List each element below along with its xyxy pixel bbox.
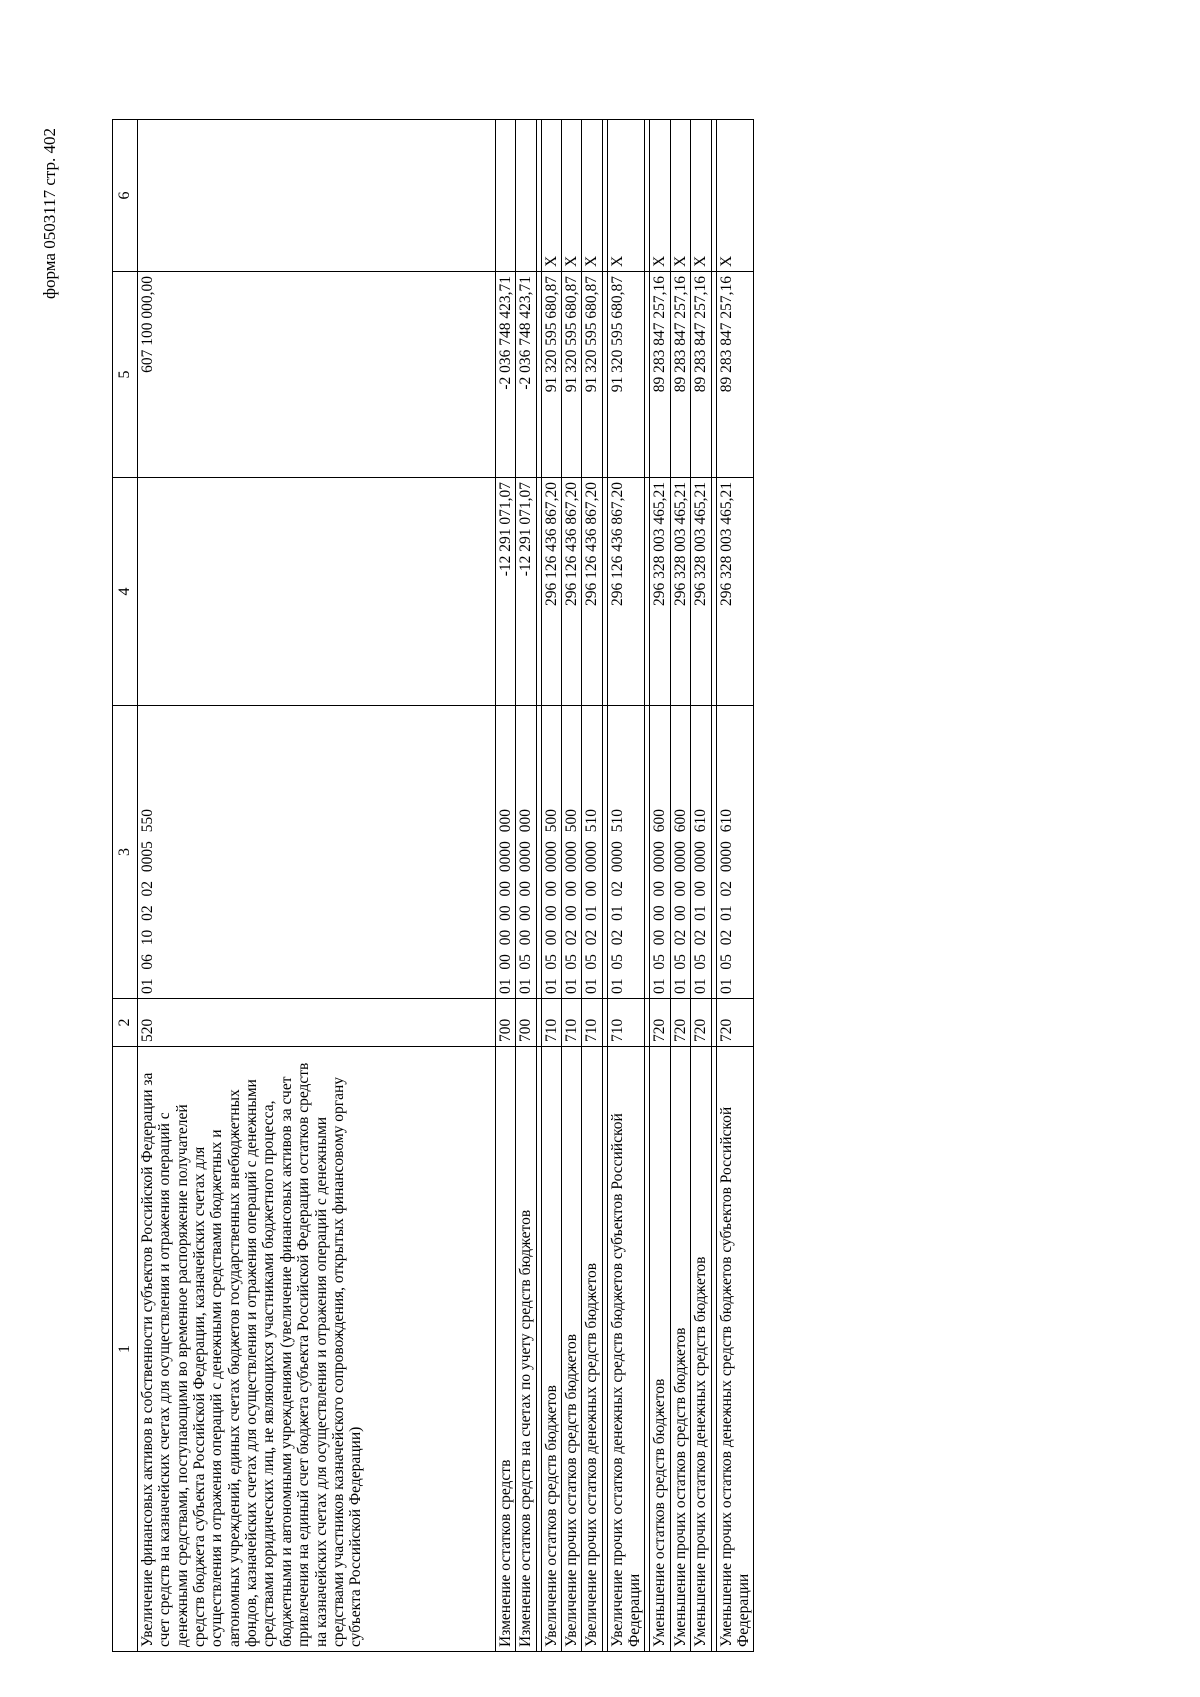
row-col5-value: 607 100 000,00 <box>137 272 495 478</box>
row-line-code: 710 <box>582 999 602 1047</box>
row-col6-value: X <box>650 120 670 272</box>
table-row <box>650 120 670 1652</box>
table-row <box>582 120 602 1652</box>
table-row <box>607 120 645 1652</box>
row-name: Увеличение остатков средств бюджетов <box>541 1047 561 1652</box>
row-col5-value: -2 036 748 423,71 <box>495 272 515 478</box>
column-header-5: 5 <box>113 272 138 478</box>
table-row <box>716 120 754 1652</box>
table-row <box>670 120 690 1652</box>
row-line-code: 710 <box>541 999 561 1047</box>
form-reference: форма 0503117 стр. 402 <box>40 128 59 299</box>
row-col6-value: X <box>582 120 602 272</box>
row-col5-value: 89 283 847 257,16 <box>691 272 711 478</box>
row-budget-code: 01 05 00 00 00 0000 600 <box>650 706 670 999</box>
row-budget-code: 01 05 02 01 00 0000 610 <box>691 706 711 999</box>
row-line-code: 700 <box>516 999 536 1047</box>
row-col5-value: 91 320 595 680,87 <box>541 272 561 478</box>
row-col5-value: 89 283 847 257,16 <box>716 272 754 478</box>
row-col4-value: 296 126 436 867,20 <box>541 478 561 706</box>
row-name: Увеличение прочих остатков средств бюджетов <box>561 1047 581 1652</box>
row-line-code: 520 <box>137 999 495 1047</box>
row-line-code: 700 <box>495 999 515 1047</box>
row-col6-value: X <box>691 120 711 272</box>
row-name: Уменьшение прочих остатков денежных средств бюджетов <box>691 1047 711 1652</box>
row-budget-code: 01 05 02 00 00 0000 600 <box>670 706 690 999</box>
row-col4-value: -12 291 071,07 <box>516 478 536 706</box>
row-col4-value <box>137 478 495 706</box>
row-col5-value: 89 283 847 257,16 <box>670 272 690 478</box>
row-name: Увеличение прочих остатков денежных средств бюджетов <box>582 1047 602 1652</box>
table-row <box>137 120 495 1652</box>
row-col4-value: 296 328 003 465,21 <box>670 478 690 706</box>
row-col6-value: X <box>561 120 581 272</box>
column-header-3: 3 <box>113 706 138 999</box>
row-col4-value: 296 328 003 465,21 <box>650 478 670 706</box>
row-col4-value: 296 328 003 465,21 <box>716 478 754 706</box>
row-col5-value: 91 320 595 680,87 <box>607 272 645 478</box>
row-line-code: 710 <box>607 999 645 1047</box>
row-col6-value: X <box>541 120 561 272</box>
column-header-1: 1 <box>113 1047 138 1652</box>
row-name: Изменение остатков средств <box>495 1047 515 1652</box>
row-col5-value: -2 036 748 423,71 <box>516 272 536 478</box>
row-name: Увеличение прочих остатков денежных средств бюджетов субъектов Российской Федерации <box>607 1047 645 1652</box>
row-line-code: 720 <box>716 999 754 1047</box>
row-name: Уменьшение прочих остатков денежных средств бюджетов субъектов Российской Федерации <box>716 1047 754 1652</box>
row-line-code: 710 <box>561 999 581 1047</box>
row-col4-value: 296 126 436 867,20 <box>582 478 602 706</box>
row-col6-value: X <box>607 120 645 272</box>
table-row <box>691 120 711 1652</box>
row-line-code: 720 <box>691 999 711 1047</box>
column-header-2: 2 <box>113 999 138 1047</box>
row-budget-code: 01 06 10 02 02 0005 550 <box>137 706 495 999</box>
row-budget-code: 01 00 00 00 00 0000 000 <box>495 706 515 999</box>
row-budget-code: 01 05 02 01 02 0000 610 <box>716 706 754 999</box>
table-row <box>561 120 581 1652</box>
row-budget-code: 01 05 02 01 00 0000 510 <box>582 706 602 999</box>
row-budget-code: 01 05 00 00 00 0000 500 <box>541 706 561 999</box>
report-table <box>112 119 754 1652</box>
row-col5-value: 91 320 595 680,87 <box>561 272 581 478</box>
row-name: Увеличение финансовых активов в собственности субъектов Российской Федерации за счет средств на казначейских счетах для осуществления и отражения операций с денежными средствами, поступающими во временное распоряжение получателей средств бюджета субъекта Российской Федерации, казначейских счетах для осуществления и отражения операций с денежными средствами бюджетных и автономных учреждений, единых счетах бюджетов государственных внебюджетных фондов, казначейских счетах для осуществления и отражения операций с денежными средствами юридических лиц, не являющихся участниками бюджетного процесса, бюджетными и автономными учреждениями (увеличение финансовых активов за счет привлечения на единый счет бюджета субъекта Российской Федерации остатков средств на казначейских счетах для осуществления и отражения операций с денежными средствами участников казначейского сопровождения, открытых финансовому органу субъекта Российской Федерации) <box>137 1047 495 1652</box>
table-row <box>495 120 515 1652</box>
table-row <box>541 120 561 1652</box>
row-col6-value <box>137 120 495 272</box>
table-row <box>516 120 536 1652</box>
row-col4-value: 296 126 436 867,20 <box>561 478 581 706</box>
row-name: Уменьшение прочих остатков средств бюджетов <box>670 1047 690 1652</box>
row-col6-value <box>495 120 515 272</box>
row-name: Уменьшение остатков средств бюджетов <box>650 1047 670 1652</box>
column-header-6: 6 <box>113 120 138 272</box>
row-col5-value: 89 283 847 257,16 <box>650 272 670 478</box>
row-budget-code: 01 05 00 00 00 0000 000 <box>516 706 536 999</box>
column-header-4: 4 <box>113 478 138 706</box>
row-line-code: 720 <box>670 999 690 1047</box>
row-col6-value <box>516 120 536 272</box>
row-name: Изменение остатков средств на счетах по учету средств бюджетов <box>516 1047 536 1652</box>
row-col4-value: 296 328 003 465,21 <box>691 478 711 706</box>
row-budget-code: 01 05 02 01 02 0000 510 <box>607 706 645 999</box>
row-col4-value: -12 291 071,07 <box>495 478 515 706</box>
row-budget-code: 01 05 02 00 00 0000 500 <box>561 706 581 999</box>
column-number-row <box>113 120 138 1652</box>
row-col4-value: 296 126 436 867,20 <box>607 478 645 706</box>
row-col6-value: X <box>716 120 754 272</box>
row-col6-value: X <box>670 120 690 272</box>
row-col5-value: 91 320 595 680,87 <box>582 272 602 478</box>
row-line-code: 720 <box>650 999 670 1047</box>
